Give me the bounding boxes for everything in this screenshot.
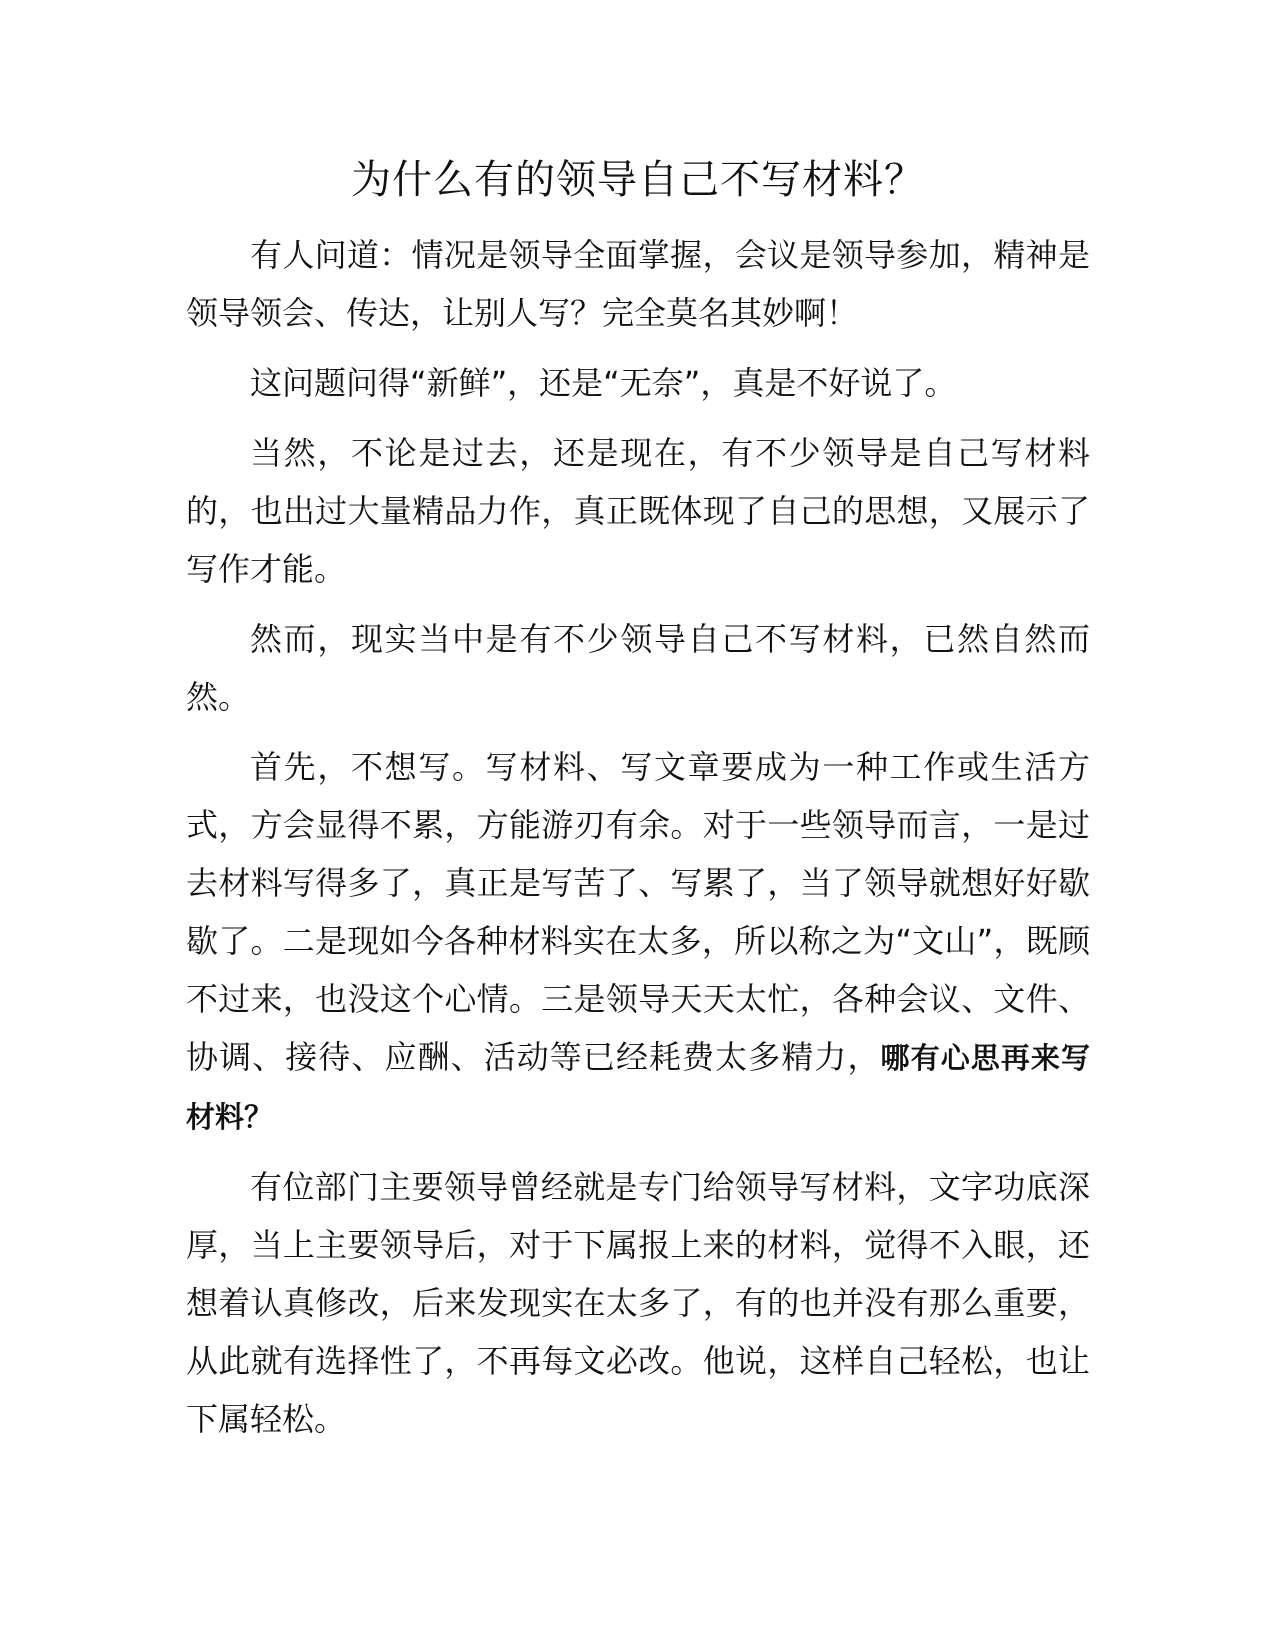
paragraph-text: 然而，现实当中是有不少领导自己不写材料，已然自然而然。 xyxy=(186,620,1090,716)
paragraph xyxy=(186,354,1090,412)
paragraph-text: 有人问道：情况是领导全面掌握，会议是领导参加，精神是领导领会、传达，让别人写？完全莫名其妙啊！ xyxy=(186,236,1090,332)
paragraph xyxy=(186,226,1090,342)
paragraph-text: 这问题问得“新鲜”，还是“无奈”，真是不好说了。 xyxy=(250,364,957,402)
paragraph-text: 有位部门主要领导曾经就是专门给领导写材料，文字功底深厚，当上主要领导后，对于下属报上来的材料，觉得不入眼，还想着认真修改，后来发现实在太多了，有的也并没有那么重要，从此就有选择性了，不再每文必改。他说，这样自己轻松，也让下属轻松。 xyxy=(186,1168,1090,1438)
document-body xyxy=(186,150,1090,1460)
paragraph-emphasis: 哪有心思再来写材料？ xyxy=(186,1041,1090,1134)
paragraph xyxy=(186,1158,1090,1448)
paragraph xyxy=(186,424,1090,598)
paragraph xyxy=(186,610,1090,726)
paragraph xyxy=(186,738,1090,1146)
paragraph-text: 当然，不论是过去，还是现在，有不少领导是自己写材料的，也出过大量精品力作，真正既体现了自己的思想，又展示了写作才能。 xyxy=(186,434,1090,588)
paragraph-text: 首先，不想写。写材料、写文章要成为一种工作或生活方式，方会显得不累，方能游刃有余。对于一些领导而言，一是过去材料写得多了，真正是写苦了、写累了，当了领导就想好好歇歇了。二是现如今各种材料实在太多，所以称之为“文山”，既顾不过来，也没这个心情。三是领导天天太忙，各种会议、文件、协调、接待、应酬、活动等已经耗费太多精力， xyxy=(186,748,1090,1076)
document-title: 为什么有的领导自己不写材料？ xyxy=(351,157,925,203)
